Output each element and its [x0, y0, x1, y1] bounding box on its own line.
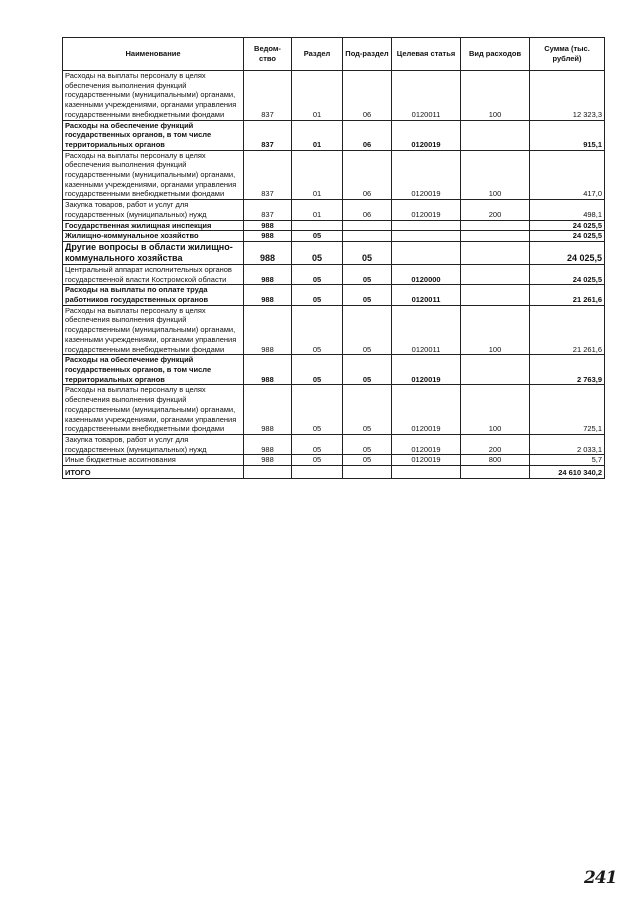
row-dept: 988 — [244, 434, 292, 454]
row-dept: 837 — [244, 120, 292, 150]
row-name: Государственная жилищная инспекция — [63, 220, 244, 231]
row-subsection: 06 — [343, 200, 392, 220]
table-header — [63, 38, 605, 71]
row-name: Расходы на выплаты персоналу в целях обеспечения выполнения функций государственными (муниципальными) органами, казенными учреждениями, органами управления государственными внебюджетными фондами — [63, 385, 244, 435]
header-name: Наименование — [63, 38, 244, 71]
table-row — [63, 434, 605, 454]
row-name: Расходы на выплаты персоналу в целях обеспечения выполнения функций государственными (муниципальными) органами, казенными учреждениями, органами управления государственными внебюджетными фондами — [63, 71, 244, 121]
row-expense: 200 — [461, 434, 530, 454]
row-target: 0120019 — [392, 150, 461, 200]
table-row — [63, 285, 605, 305]
row-name: Другие вопросы в области жилищно-коммунального хозяйства — [63, 241, 244, 264]
row-section: 05 — [292, 241, 343, 264]
row-target: 0120019 — [392, 120, 461, 150]
row-subsection — [343, 231, 392, 242]
row-expense: 200 — [461, 200, 530, 220]
header-sum: Сумма (тыс. рублей) — [530, 38, 605, 71]
row-section: 05 — [292, 355, 343, 385]
row-name: Расходы на обеспечение функций государственных органов, в том числе территориальных органов — [63, 355, 244, 385]
row-target: 0120019 — [392, 200, 461, 220]
row-dept: 988 — [244, 220, 292, 231]
row-subsection: 05 — [343, 455, 392, 466]
table-row — [63, 200, 605, 220]
row-target: 0120011 — [392, 285, 461, 305]
row-dept: 988 — [244, 355, 292, 385]
row-dept: 837 — [244, 200, 292, 220]
row-dept: 988 — [244, 305, 292, 355]
row-subsection: 05 — [343, 241, 392, 264]
row-expense — [461, 355, 530, 385]
row-subsection: 06 — [343, 120, 392, 150]
row-target: 0120019 — [392, 385, 461, 435]
handwritten-page-number: 241 — [584, 868, 617, 888]
row-dept: 988 — [244, 231, 292, 242]
row-sum: 24 025,5 — [530, 231, 605, 242]
table-row — [63, 71, 605, 121]
table-row — [63, 305, 605, 355]
row-expense: 100 — [461, 71, 530, 121]
total-empty-cell — [461, 466, 530, 479]
row-sum: 498,1 — [530, 200, 605, 220]
table-row — [63, 355, 605, 385]
row-dept: 988 — [244, 455, 292, 466]
row-section: 05 — [292, 264, 343, 284]
row-name: Расходы на выплаты персоналу в целях обеспечения выполнения функций государственными (муниципальными) органами, казенными учреждениями, органами управления государственными внебюджетными фондами — [63, 305, 244, 355]
table-row — [63, 120, 605, 150]
row-sum: 725,1 — [530, 385, 605, 435]
total-empty-cell — [244, 466, 292, 479]
row-section: 01 — [292, 71, 343, 121]
row-dept: 837 — [244, 71, 292, 121]
table-row — [63, 264, 605, 284]
row-section: 05 — [292, 385, 343, 435]
table-row — [63, 385, 605, 435]
table-row — [63, 241, 605, 264]
total-empty-cell — [292, 466, 343, 479]
row-sum: 24 025,5 — [530, 264, 605, 284]
row-name: Закупка товаров, работ и услуг для государственных (муниципальных) нужд — [63, 200, 244, 220]
row-sum: 12 323,3 — [530, 71, 605, 121]
row-section: 05 — [292, 455, 343, 466]
row-section: 05 — [292, 434, 343, 454]
row-expense — [461, 264, 530, 284]
row-expense — [461, 241, 530, 264]
table-row — [63, 231, 605, 242]
row-target — [392, 220, 461, 231]
row-expense: 100 — [461, 150, 530, 200]
row-target: 0120000 — [392, 264, 461, 284]
row-name: Иные бюджетные ассигнования — [63, 455, 244, 466]
total-empty-cell — [392, 466, 461, 479]
row-dept: 988 — [244, 241, 292, 264]
row-dept: 988 — [244, 285, 292, 305]
row-expense — [461, 285, 530, 305]
row-subsection: 05 — [343, 285, 392, 305]
row-name: Жилищно-коммунальное хозяйство — [63, 231, 244, 242]
header-dept: Ведом-ство — [244, 38, 292, 71]
row-expense — [461, 120, 530, 150]
row-sum: 21 261,6 — [530, 305, 605, 355]
row-subsection: 06 — [343, 71, 392, 121]
row-name: Закупка товаров, работ и услуг для государственных (муниципальных) нужд — [63, 434, 244, 454]
header-subsection: Под-раздел — [343, 38, 392, 71]
row-sum: 24 025,5 — [530, 220, 605, 231]
row-subsection — [343, 220, 392, 231]
total-row — [63, 466, 605, 479]
budget-table — [62, 37, 605, 479]
row-subsection: 05 — [343, 305, 392, 355]
row-target — [392, 231, 461, 242]
row-subsection: 05 — [343, 264, 392, 284]
row-name: Расходы на обеспечение функций государственных органов, в том числе территориальных органов — [63, 120, 244, 150]
row-dept: 988 — [244, 385, 292, 435]
total-empty-cell — [343, 466, 392, 479]
row-sum: 915,1 — [530, 120, 605, 150]
row-subsection: 05 — [343, 355, 392, 385]
row-section: 01 — [292, 200, 343, 220]
row-section: 05 — [292, 231, 343, 242]
total-label: ИТОГО — [63, 466, 244, 479]
row-name: Центральный аппарат исполнительных органов государственной власти Костромской области — [63, 264, 244, 284]
row-sum: 2 033,1 — [530, 434, 605, 454]
table-row — [63, 220, 605, 231]
row-subsection: 05 — [343, 434, 392, 454]
total-sum: 24 610 340,2 — [530, 466, 605, 479]
row-section: 05 — [292, 305, 343, 355]
row-expense — [461, 220, 530, 231]
row-target: 0120011 — [392, 305, 461, 355]
row-sum: 5,7 — [530, 455, 605, 466]
row-section: 01 — [292, 120, 343, 150]
row-expense: 800 — [461, 455, 530, 466]
header-target: Целевая статья — [392, 38, 461, 71]
row-target: 0120019 — [392, 455, 461, 466]
row-target: 0120019 — [392, 434, 461, 454]
row-section: 01 — [292, 150, 343, 200]
row-sum: 417,0 — [530, 150, 605, 200]
row-expense: 100 — [461, 305, 530, 355]
row-target: 0120019 — [392, 355, 461, 385]
row-expense — [461, 231, 530, 242]
row-sum: 2 763,9 — [530, 355, 605, 385]
row-name: Расходы на выплаты по оплате труда работников государственных органов — [63, 285, 244, 305]
row-sum: 24 025,5 — [530, 241, 605, 264]
header-section: Раздел — [292, 38, 343, 71]
row-name: Расходы на выплаты персоналу в целях обеспечения выполнения функций государственными (муниципальными) органами, казенными учреждениями, органами управления государственными внебюджетными фондами — [63, 150, 244, 200]
row-section: 05 — [292, 285, 343, 305]
header-expense: Вид расходов — [461, 38, 530, 71]
row-target — [392, 241, 461, 264]
table-row — [63, 150, 605, 200]
row-expense: 100 — [461, 385, 530, 435]
row-subsection: 05 — [343, 385, 392, 435]
table-row — [63, 455, 605, 466]
row-target: 0120011 — [392, 71, 461, 121]
row-sum: 21 261,6 — [530, 285, 605, 305]
row-dept: 988 — [244, 264, 292, 284]
row-subsection: 06 — [343, 150, 392, 200]
row-dept: 837 — [244, 150, 292, 200]
row-section — [292, 220, 343, 231]
